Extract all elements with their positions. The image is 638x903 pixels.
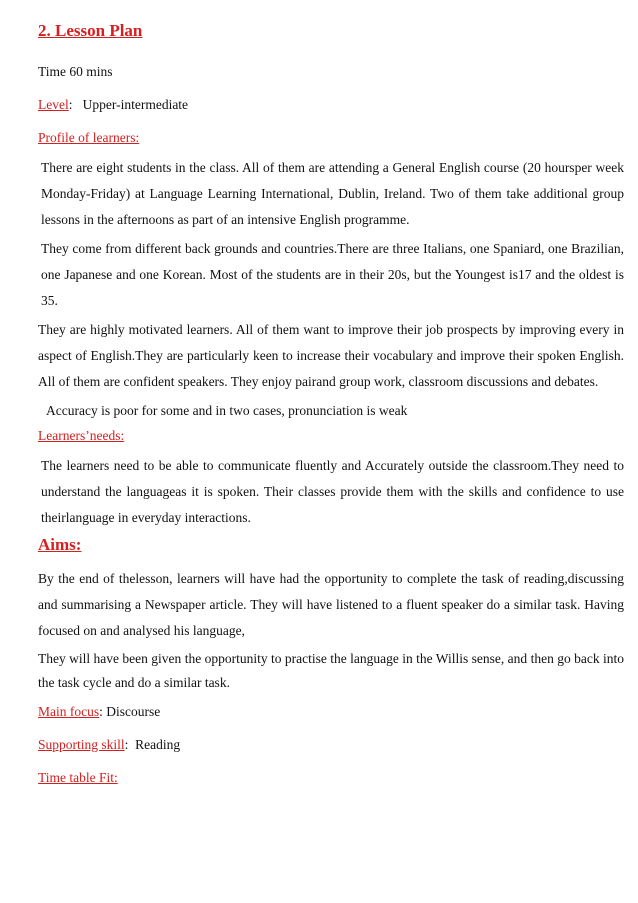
main-focus-line <box>38 703 624 721</box>
profile-paragraph-3: They are highly motivated learners. All of them want to improve their job prospects by improving every in aspect of English.They are particularly keen to increase their vocabulary and improve their spoken English. All of them are confident speakers. They enjoy pairand group work, classroom discussions and debates. <box>38 322 624 389</box>
supporting-skill-label: Supporting skill <box>38 737 125 752</box>
level-value: Upper-intermediate <box>82 97 189 112</box>
supporting-skill-colon: : <box>124 737 136 752</box>
profile-paragraph-1: There are eight students in the class. All of them are attending a General English course (20 hoursper week Monday-Friday) at Language Learning International, Dublin, Ireland. Two of them take additional group lessons in the afternoons as part of an intensive English programme. <box>41 160 624 227</box>
needs-paragraph: The learners need to be able to communicate fluently and Accurately outside the classroom.They need to understand the languageas it is spoken. Their classes provide them with the skills and confidence to use theirlanguage in everyday interactions. <box>41 458 624 525</box>
main-focus-value: Discourse <box>106 704 161 719</box>
needs-heading: Learners’needs: <box>38 428 125 443</box>
level-line <box>38 96 624 114</box>
profile-heading: Profile of learners: <box>38 130 140 145</box>
main-focus-colon: : <box>99 704 107 719</box>
aims-heading: Aims: <box>38 535 82 554</box>
profile-paragraph-2: They come from different back grounds and countries.There are three Italians, one Spaniard, one Brazilian, one Japanese and one Korean. Most of the students are in their 20s, but the Youngest is17 and the oldest is 35. <box>41 241 624 308</box>
aims-paragraph-2: They will have been given the opportunity to practise the language in the Willis sense, and then go back into the task cycle and do a similar task. <box>38 651 624 690</box>
main-focus-label: Main focus <box>38 704 100 719</box>
level-label: Level <box>38 97 69 112</box>
time-line: Time 60 mins <box>38 64 113 79</box>
aims-paragraph-1: By the end of thelesson, learners will have had the opportunity to complete the task of reading,discussing and summarising a Newspaper article. They will have listened to a fluent speaker do a similar task. Having focused on and analysed his language, <box>38 571 624 638</box>
supporting-skill-value: Reading <box>135 737 181 752</box>
lesson-plan-page <box>38 20 624 802</box>
supporting-skill-line <box>38 736 624 754</box>
timetable-heading: Time table Fit: <box>38 770 118 785</box>
level-colon: : <box>68 97 83 112</box>
profile-paragraph-4: Accuracy is poor for some and in two cases, pronunciation is weak <box>46 403 408 418</box>
page-title: 2. Lesson Plan <box>38 21 143 40</box>
